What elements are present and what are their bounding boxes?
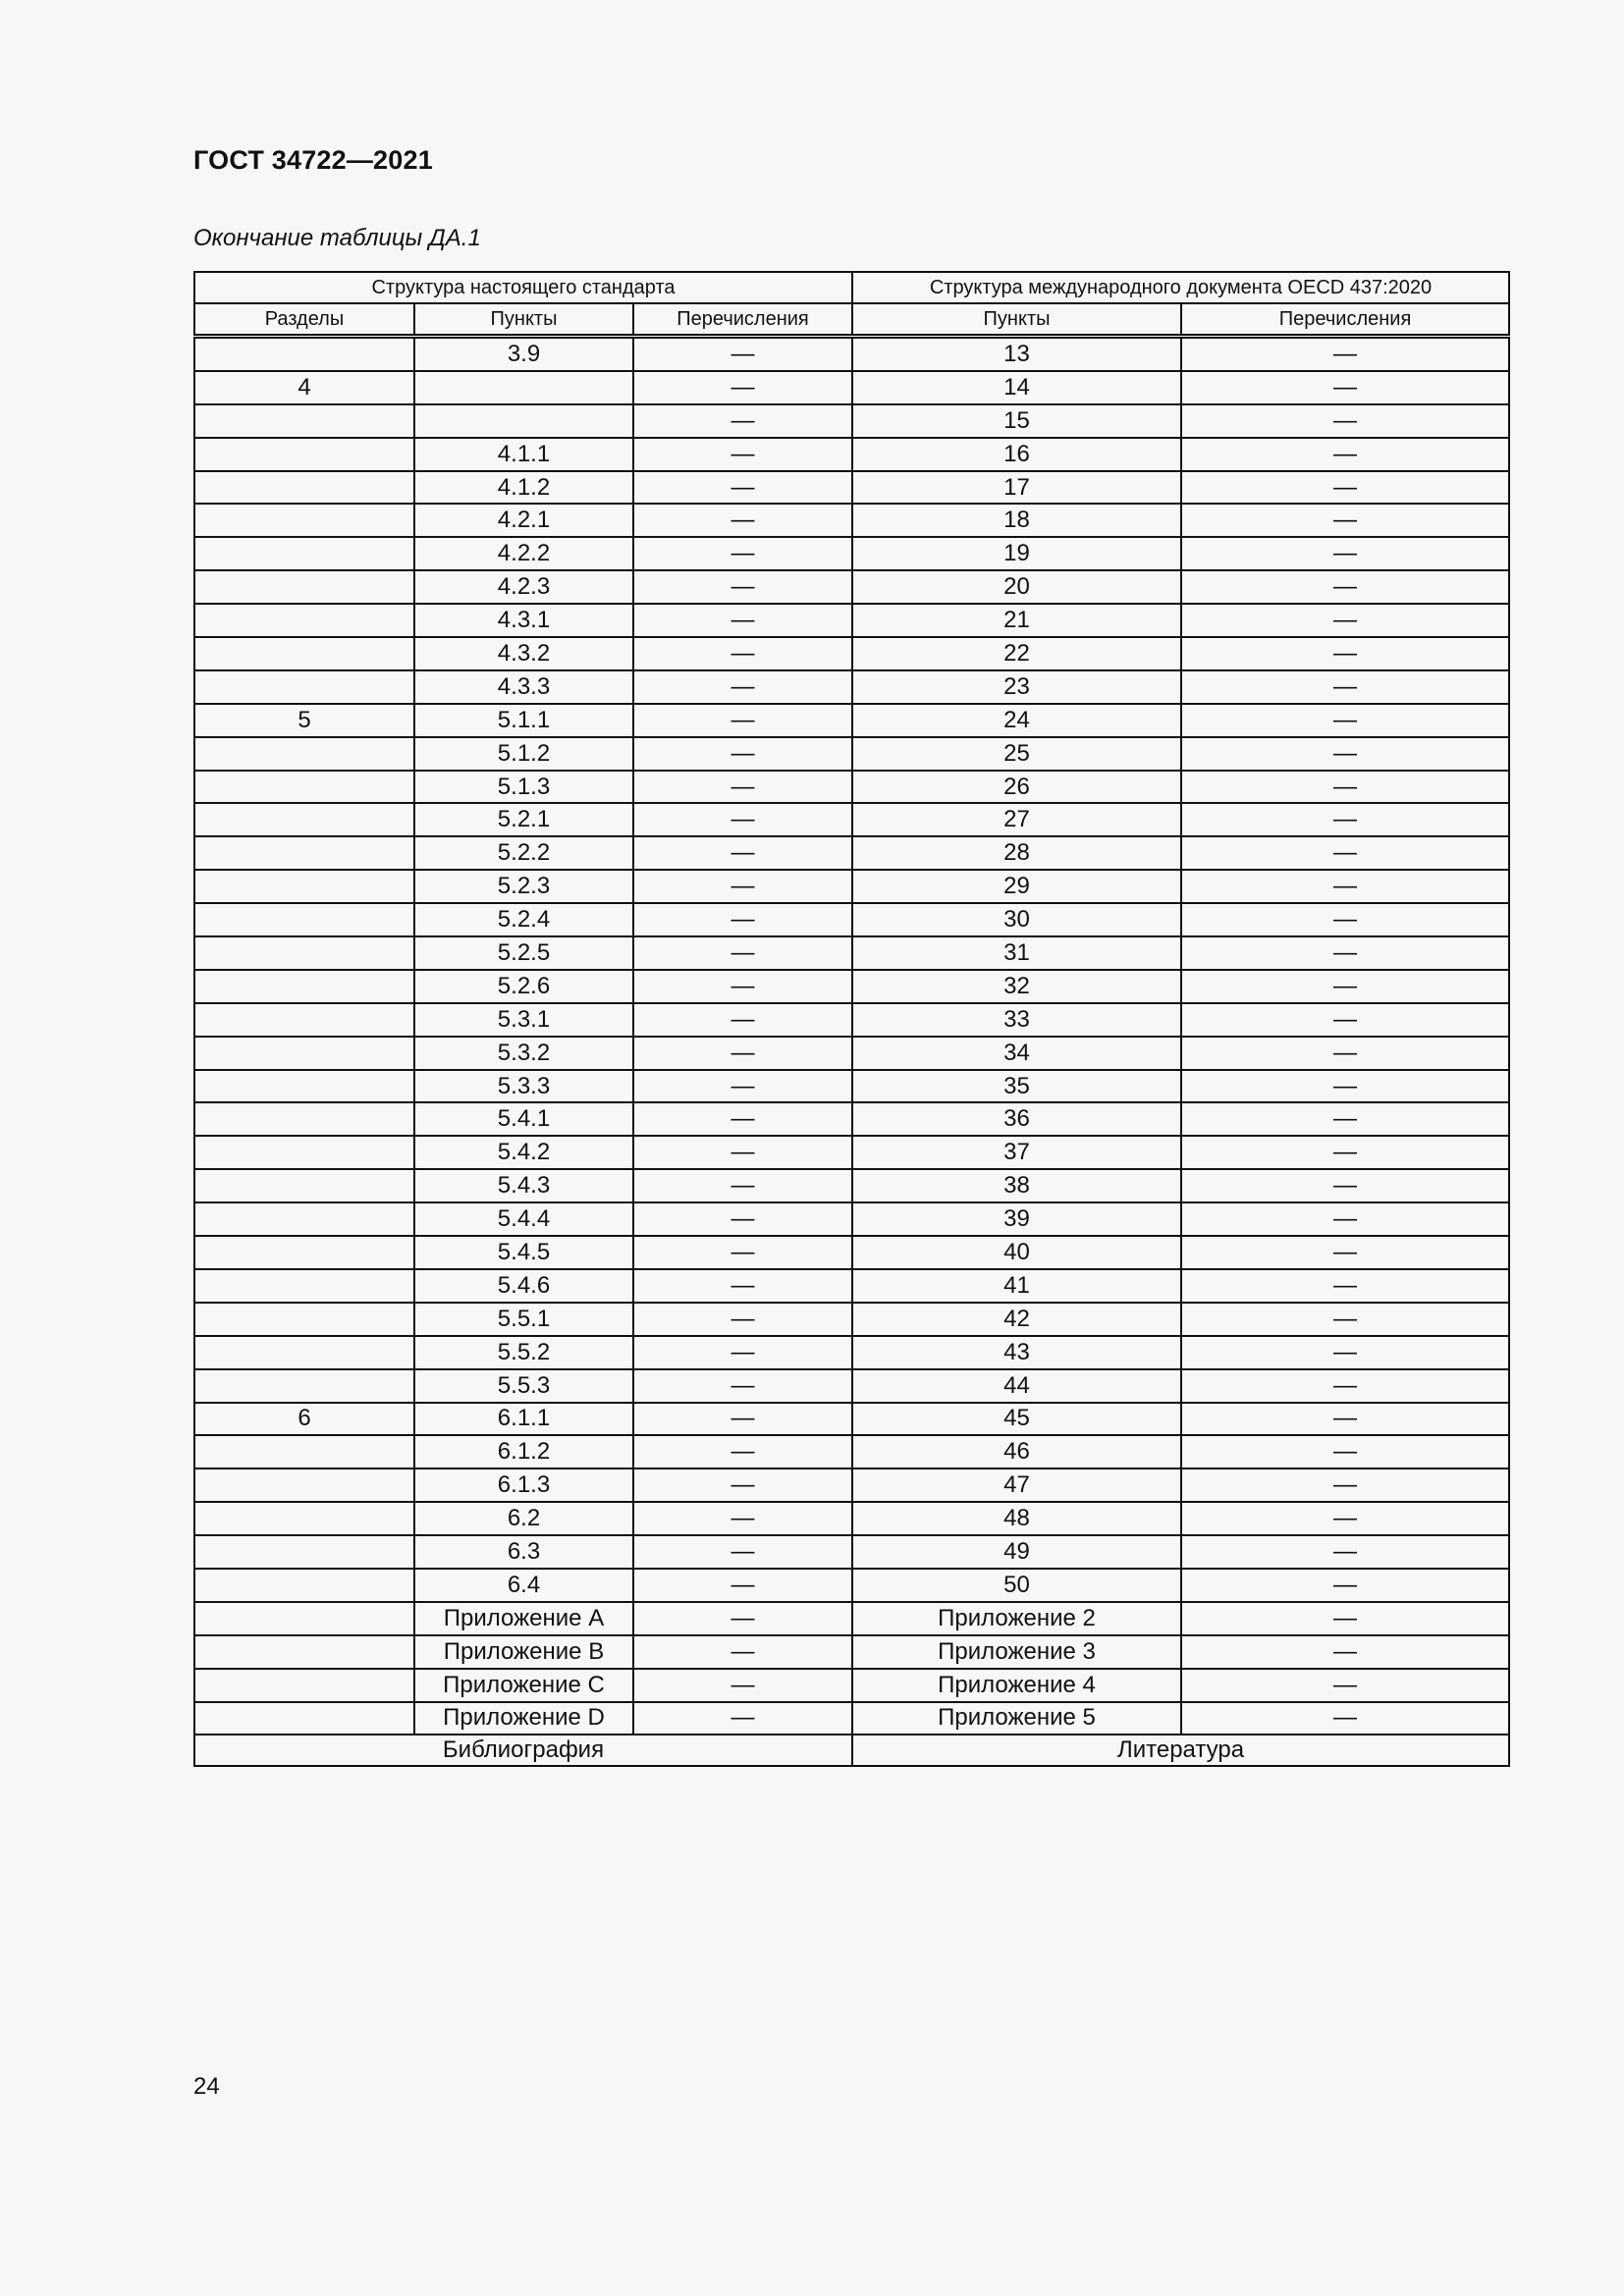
cell-clause: 6.4 (414, 1569, 633, 1602)
cell-enumeration: — (633, 1269, 852, 1303)
cell-oecd-clause: 14 (852, 371, 1181, 404)
cell-oecd-enumeration: — (1181, 504, 1509, 537)
cell-oecd-clause: 46 (852, 1435, 1181, 1468)
cell-enumeration: — (633, 803, 852, 836)
cell-section (194, 1369, 414, 1403)
cell-section (194, 1070, 414, 1103)
table-row (194, 1102, 1509, 1136)
cell-section (194, 1003, 414, 1037)
cell-enumeration: — (633, 1169, 852, 1202)
table-body (194, 337, 1509, 1735)
cell-oecd-clause: Приложение 4 (852, 1669, 1181, 1702)
cell-oecd-enumeration: — (1181, 1269, 1509, 1303)
cell-oecd-clause: 39 (852, 1202, 1181, 1236)
cell-section (194, 936, 414, 970)
table-caption: Окончание таблицы ДА.1 (193, 225, 481, 251)
cell-section: 6 (194, 1403, 414, 1436)
cell-clause: 6.1.1 (414, 1403, 633, 1436)
cell-clause: 5.1.3 (414, 771, 633, 804)
cell-clause: 5.2.3 (414, 870, 633, 903)
cell-section (194, 1602, 414, 1635)
table-row (194, 1403, 1509, 1436)
footer-literature: Литература (852, 1735, 1509, 1766)
cell-section (194, 471, 414, 505)
cell-enumeration: — (633, 371, 852, 404)
cell-oecd-clause: 50 (852, 1569, 1181, 1602)
cell-oecd-clause: 22 (852, 637, 1181, 670)
cell-section (194, 438, 414, 471)
table-row (194, 471, 1509, 505)
table-row (194, 1169, 1509, 1202)
cell-oecd-clause: 34 (852, 1037, 1181, 1070)
cell-clause: 5.4.6 (414, 1269, 633, 1303)
cell-clause: 4.1.1 (414, 438, 633, 471)
cell-clause: 6.1.2 (414, 1435, 633, 1468)
cell-oecd-enumeration: — (1181, 1336, 1509, 1369)
cell-section (194, 836, 414, 870)
cell-section (194, 404, 414, 438)
cell-section (194, 903, 414, 936)
cell-section: 5 (194, 704, 414, 737)
cell-section (194, 1468, 414, 1502)
cell-section (194, 1169, 414, 1202)
cell-clause: 5.3.1 (414, 1003, 633, 1037)
cell-enumeration: — (633, 1369, 852, 1403)
cell-enumeration: — (633, 504, 852, 537)
cell-clause: 5.2.4 (414, 903, 633, 936)
cell-oecd-clause: 13 (852, 337, 1181, 371)
cell-section (194, 1535, 414, 1569)
cell-clause: Приложение D (414, 1702, 633, 1735)
cell-section (194, 1502, 414, 1535)
cell-section (194, 771, 414, 804)
cell-oecd-enumeration: — (1181, 1202, 1509, 1236)
table-row (194, 438, 1509, 471)
cell-clause: 4.2.1 (414, 504, 633, 537)
cell-oecd-clause: 44 (852, 1369, 1181, 1403)
cell-section (194, 1635, 414, 1669)
cell-oecd-clause: Приложение 2 (852, 1602, 1181, 1635)
table-row (194, 936, 1509, 970)
column-header-sections: Разделы (194, 303, 414, 337)
cell-oecd-enumeration: — (1181, 1635, 1509, 1669)
cell-clause: 5.2.6 (414, 970, 633, 1003)
cell-oecd-enumeration: — (1181, 1669, 1509, 1702)
table-row (194, 737, 1509, 771)
cell-enumeration: — (633, 670, 852, 704)
cell-clause: 5.1.1 (414, 704, 633, 737)
table-row (194, 371, 1509, 404)
cell-oecd-clause: 41 (852, 1269, 1181, 1303)
cell-clause: 5.5.1 (414, 1303, 633, 1336)
table-row (194, 1136, 1509, 1169)
cell-oecd-enumeration: — (1181, 604, 1509, 637)
cell-oecd-enumeration: — (1181, 337, 1509, 371)
cell-enumeration: — (633, 1535, 852, 1569)
cell-oecd-enumeration: — (1181, 1303, 1509, 1336)
table-row (194, 570, 1509, 604)
cell-oecd-enumeration: — (1181, 870, 1509, 903)
cell-clause: 5.4.1 (414, 1102, 633, 1136)
table-row (194, 1502, 1509, 1535)
cell-oecd-enumeration: — (1181, 1702, 1509, 1735)
cell-oecd-clause: 32 (852, 970, 1181, 1003)
cell-clause (414, 404, 633, 438)
cell-oecd-enumeration: — (1181, 570, 1509, 604)
cell-oecd-enumeration: — (1181, 803, 1509, 836)
table-row (194, 704, 1509, 737)
cell-enumeration: — (633, 438, 852, 471)
cell-oecd-clause: Приложение 3 (852, 1635, 1181, 1669)
cell-enumeration: — (633, 570, 852, 604)
cell-enumeration: — (633, 903, 852, 936)
cell-oecd-clause: 30 (852, 903, 1181, 936)
table-row (194, 771, 1509, 804)
column-header-enumerations: Перечисления (633, 303, 852, 337)
cell-oecd-enumeration: — (1181, 836, 1509, 870)
cell-oecd-enumeration: — (1181, 1602, 1509, 1635)
cell-oecd-clause: 18 (852, 504, 1181, 537)
cell-enumeration: — (633, 1635, 852, 1669)
cell-oecd-enumeration: — (1181, 970, 1509, 1003)
cell-enumeration: — (633, 1303, 852, 1336)
cell-clause: 4.3.1 (414, 604, 633, 637)
cell-enumeration: — (633, 970, 852, 1003)
cell-enumeration: — (633, 1403, 852, 1436)
cell-enumeration: — (633, 471, 852, 505)
cell-enumeration: — (633, 1502, 852, 1535)
cell-oecd-clause: 29 (852, 870, 1181, 903)
cell-oecd-enumeration: — (1181, 704, 1509, 737)
table-row (194, 1336, 1509, 1369)
cell-oecd-clause: 23 (852, 670, 1181, 704)
footer-bibliography: Библиография (194, 1735, 852, 1766)
cell-oecd-clause: 17 (852, 471, 1181, 505)
cell-enumeration: — (633, 1435, 852, 1468)
table-row (194, 1303, 1509, 1336)
cell-oecd-enumeration: — (1181, 438, 1509, 471)
cell-section (194, 504, 414, 537)
table-row (194, 1535, 1509, 1569)
table-row (194, 1202, 1509, 1236)
document-title: ГОСТ 34722—2021 (193, 145, 433, 175)
cell-enumeration: — (633, 1602, 852, 1635)
cell-clause: 3.9 (414, 337, 633, 371)
cell-section (194, 1669, 414, 1702)
cell-enumeration: — (633, 704, 852, 737)
cell-section (194, 670, 414, 704)
cell-oecd-clause: Приложение 5 (852, 1702, 1181, 1735)
correspondence-table (193, 271, 1510, 1767)
cell-oecd-enumeration: — (1181, 670, 1509, 704)
cell-oecd-enumeration: — (1181, 1169, 1509, 1202)
table-row (194, 1236, 1509, 1269)
cell-oecd-enumeration: — (1181, 404, 1509, 438)
cell-oecd-clause: 38 (852, 1169, 1181, 1202)
cell-oecd-clause: 16 (852, 438, 1181, 471)
cell-oecd-clause: 35 (852, 1070, 1181, 1103)
cell-oecd-enumeration: — (1181, 1535, 1509, 1569)
cell-section (194, 870, 414, 903)
cell-clause: 4.3.2 (414, 637, 633, 670)
cell-oecd-clause: 15 (852, 404, 1181, 438)
cell-enumeration: — (633, 870, 852, 903)
cell-oecd-enumeration: — (1181, 1369, 1509, 1403)
cell-clause: 5.4.5 (414, 1236, 633, 1269)
cell-enumeration: — (633, 1136, 852, 1169)
cell-section (194, 637, 414, 670)
cell-enumeration: — (633, 337, 852, 371)
cell-oecd-enumeration: — (1181, 1102, 1509, 1136)
table-row (194, 1269, 1509, 1303)
cell-enumeration: — (633, 1102, 852, 1136)
cell-clause: Приложение A (414, 1602, 633, 1635)
table-footer-row (194, 1735, 1509, 1766)
cell-section (194, 1435, 414, 1468)
cell-clause: 5.4.4 (414, 1202, 633, 1236)
cell-oecd-enumeration: — (1181, 936, 1509, 970)
cell-oecd-enumeration: — (1181, 637, 1509, 670)
cell-oecd-enumeration: — (1181, 1136, 1509, 1169)
cell-section (194, 1702, 414, 1735)
cell-clause: 5.5.2 (414, 1336, 633, 1369)
cell-section (194, 1102, 414, 1136)
cell-section (194, 1236, 414, 1269)
cell-enumeration: — (633, 936, 852, 970)
cell-clause: 4.2.2 (414, 537, 633, 570)
cell-section (194, 1136, 414, 1169)
table-row (194, 1003, 1509, 1037)
cell-clause: 6.1.3 (414, 1468, 633, 1502)
cell-oecd-clause: 36 (852, 1102, 1181, 1136)
cell-oecd-enumeration: — (1181, 903, 1509, 936)
cell-clause: 5.3.3 (414, 1070, 633, 1103)
cell-clause: 6.3 (414, 1535, 633, 1569)
table-row (194, 537, 1509, 570)
cell-oecd-enumeration: — (1181, 537, 1509, 570)
cell-section (194, 1336, 414, 1369)
cell-oecd-clause: 45 (852, 1403, 1181, 1436)
cell-clause: 5.2.5 (414, 936, 633, 970)
column-header-clauses: Пункты (414, 303, 633, 337)
cell-section (194, 1303, 414, 1336)
cell-enumeration: — (633, 1070, 852, 1103)
cell-clause: 5.3.2 (414, 1037, 633, 1070)
group-header-oecd-document: Структура международного документа OECD 437:2020 (852, 272, 1509, 303)
cell-oecd-clause: 33 (852, 1003, 1181, 1037)
cell-clause: 5.1.2 (414, 737, 633, 771)
cell-enumeration: — (633, 1336, 852, 1369)
cell-section (194, 1569, 414, 1602)
cell-oecd-clause: 21 (852, 604, 1181, 637)
table-row (194, 604, 1509, 637)
cell-enumeration: — (633, 404, 852, 438)
cell-enumeration: — (633, 637, 852, 670)
table-row (194, 337, 1509, 371)
table-row (194, 970, 1509, 1003)
cell-oecd-clause: 37 (852, 1136, 1181, 1169)
cell-enumeration: — (633, 1003, 852, 1037)
cell-enumeration: — (633, 1669, 852, 1702)
table-row (194, 1037, 1509, 1070)
cell-enumeration: — (633, 1236, 852, 1269)
cell-oecd-enumeration: — (1181, 471, 1509, 505)
cell-clause: Приложение B (414, 1635, 633, 1669)
page-number: 24 (193, 2073, 220, 2100)
cell-clause: 6.2 (414, 1502, 633, 1535)
cell-oecd-clause: 26 (852, 771, 1181, 804)
column-header-oecd-enumerations: Перечисления (1181, 303, 1509, 337)
table-row (194, 670, 1509, 704)
cell-section (194, 1202, 414, 1236)
group-header-this-standard: Структура настоящего стандарта (194, 272, 852, 303)
cell-clause (414, 371, 633, 404)
cell-enumeration: — (633, 771, 852, 804)
cell-oecd-clause: 24 (852, 704, 1181, 737)
cell-section (194, 537, 414, 570)
cell-clause: 4.2.3 (414, 570, 633, 604)
cell-clause: 5.5.3 (414, 1369, 633, 1403)
cell-clause: 4.3.3 (414, 670, 633, 704)
cell-oecd-clause: 28 (852, 836, 1181, 870)
cell-oecd-enumeration: — (1181, 1403, 1509, 1436)
cell-section: 4 (194, 371, 414, 404)
cell-oecd-enumeration: — (1181, 371, 1509, 404)
cell-clause: 5.4.3 (414, 1169, 633, 1202)
cell-oecd-clause: 49 (852, 1535, 1181, 1569)
cell-oecd-clause: 40 (852, 1236, 1181, 1269)
cell-section (194, 604, 414, 637)
table-row (194, 870, 1509, 903)
cell-section (194, 570, 414, 604)
cell-oecd-enumeration: — (1181, 1037, 1509, 1070)
cell-oecd-clause: 42 (852, 1303, 1181, 1336)
table-row (194, 1468, 1509, 1502)
cell-oecd-enumeration: — (1181, 1070, 1509, 1103)
table-row (194, 1435, 1509, 1468)
cell-oecd-enumeration: — (1181, 771, 1509, 804)
cell-section (194, 337, 414, 371)
cell-section (194, 1037, 414, 1070)
cell-oecd-clause: 43 (852, 1336, 1181, 1369)
table-row (194, 1569, 1509, 1602)
table-row (194, 803, 1509, 836)
cell-oecd-clause: 19 (852, 537, 1181, 570)
cell-oecd-enumeration: — (1181, 1236, 1509, 1269)
table-row (194, 1635, 1509, 1669)
cell-oecd-enumeration: — (1181, 1569, 1509, 1602)
cell-clause: 5.4.2 (414, 1136, 633, 1169)
cell-enumeration: — (633, 1468, 852, 1502)
cell-oecd-enumeration: — (1181, 1003, 1509, 1037)
table-row (194, 903, 1509, 936)
cell-oecd-clause: 31 (852, 936, 1181, 970)
cell-oecd-clause: 47 (852, 1468, 1181, 1502)
cell-oecd-clause: 25 (852, 737, 1181, 771)
cell-clause: 5.2.2 (414, 836, 633, 870)
cell-oecd-enumeration: — (1181, 737, 1509, 771)
table-row (194, 1669, 1509, 1702)
cell-section (194, 803, 414, 836)
column-header-oecd-clauses: Пункты (852, 303, 1181, 337)
cell-oecd-clause: 27 (852, 803, 1181, 836)
cell-enumeration: — (633, 537, 852, 570)
cell-oecd-enumeration: — (1181, 1502, 1509, 1535)
table-row (194, 1369, 1509, 1403)
table-row (194, 1702, 1509, 1735)
cell-section (194, 970, 414, 1003)
table-row (194, 1602, 1509, 1635)
table-row (194, 1070, 1509, 1103)
table-row (194, 504, 1509, 537)
cell-enumeration: — (633, 1569, 852, 1602)
cell-oecd-clause: 48 (852, 1502, 1181, 1535)
cell-clause: 5.2.1 (414, 803, 633, 836)
cell-clause: Приложение C (414, 1669, 633, 1702)
cell-section (194, 737, 414, 771)
cell-enumeration: — (633, 604, 852, 637)
cell-oecd-enumeration: — (1181, 1435, 1509, 1468)
cell-enumeration: — (633, 1037, 852, 1070)
cell-enumeration: — (633, 836, 852, 870)
cell-oecd-enumeration: — (1181, 1468, 1509, 1502)
cell-section (194, 1269, 414, 1303)
cell-enumeration: — (633, 1202, 852, 1236)
table-row (194, 404, 1509, 438)
cell-enumeration: — (633, 1702, 852, 1735)
cell-oecd-clause: 20 (852, 570, 1181, 604)
cell-enumeration: — (633, 737, 852, 771)
cell-clause: 4.1.2 (414, 471, 633, 505)
table-row (194, 836, 1509, 870)
table-row (194, 637, 1509, 670)
